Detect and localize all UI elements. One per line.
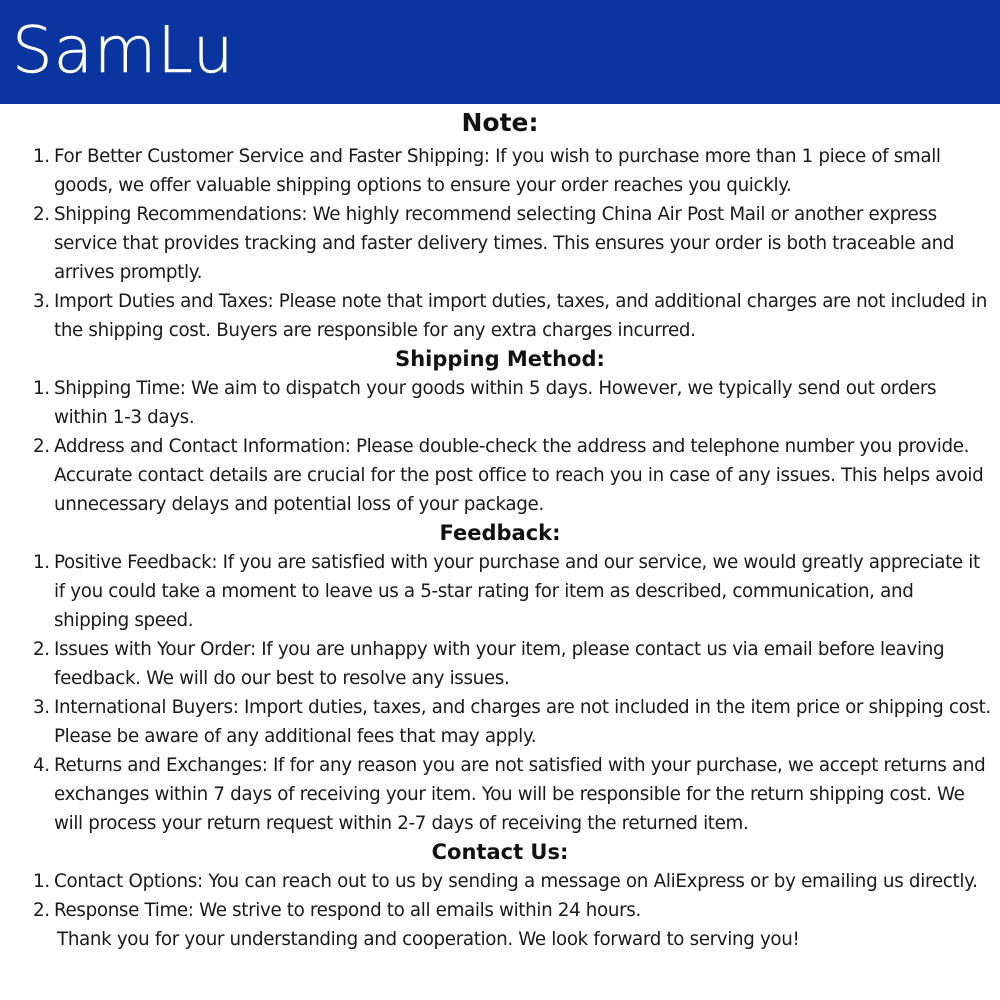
list-item — [0, 635, 1000, 693]
item-text: Import Duties and Taxes: Please note that import duties, taxes, and additional charges are not included in the shipping cost. Buyers are responsible for any extra charges incurred. — [54, 291, 987, 341]
list-item — [0, 548, 1000, 635]
item-text: Issues with Your Order: If you are unhappy with your item, please contact us via email before leaving feedback. We will do our best to resolve any issues. — [54, 639, 945, 689]
item-number: 4. — [33, 755, 50, 776]
list-item — [0, 751, 1000, 838]
brand-header — [0, 0, 1000, 104]
list-item — [0, 200, 1000, 287]
policy-content — [0, 104, 1000, 954]
list-item — [0, 142, 1000, 200]
shipping-list — [0, 374, 1000, 519]
item-text: Shipping Time: We aim to dispatch your goods within 5 days. However, we typically send out orders within 1-3 days. — [54, 378, 937, 428]
item-number: 2. — [33, 900, 50, 921]
list-item — [0, 432, 1000, 519]
item-number: 1. — [33, 378, 50, 399]
item-text: Response Time: We strive to respond to all emails within 24 hours. — [54, 900, 641, 921]
section-title-feedback: Feedback: — [439, 521, 561, 545]
brand-logo: SamLu — [12, 14, 235, 88]
contact-list — [0, 867, 1000, 925]
item-number: 2. — [33, 639, 50, 660]
item-number: 3. — [33, 697, 50, 718]
item-number: 2. — [33, 204, 50, 225]
item-number: 1. — [33, 552, 50, 573]
section-title-shipping: Shipping Method: — [395, 347, 605, 371]
closing-message: Thank you for your understanding and cooperation. We look forward to serving you! — [57, 929, 800, 950]
note-list — [0, 142, 1000, 345]
list-item — [0, 287, 1000, 345]
item-number: 1. — [33, 871, 50, 892]
item-text: Shipping Recommendations: We highly recommend selecting China Air Post Mail or another express service that provides tracking and faster delivery times. This ensures your order is both traceable and arrives promptly. — [54, 204, 955, 283]
list-item — [0, 374, 1000, 432]
item-text: For Better Customer Service and Faster Shipping: If you wish to purchase more than 1 piece of small goods, we offer valuable shipping options to ensure your order reaches you quickly. — [54, 146, 941, 196]
list-item — [0, 896, 1000, 925]
item-text: International Buyers: Import duties, taxes, and charges are not included in the item price or shipping cost. Please be aware of any additional fees that may apply. — [54, 697, 991, 747]
item-text: Contact Options: You can reach out to us by sending a message on AliExpress or by emailing us directly. — [54, 871, 978, 892]
section-title-contact: Contact Us: — [431, 840, 569, 864]
item-number: 2. — [33, 436, 50, 457]
item-text: Positive Feedback: If you are satisfied with your purchase and our service, we would greatly appreciate it if you could take a moment to leave us a 5-star rating for item as described, communication, and shipping speed. — [54, 552, 980, 631]
feedback-list — [0, 548, 1000, 838]
item-number: 3. — [33, 291, 50, 312]
list-item — [0, 867, 1000, 896]
section-title-note: Note: — [461, 108, 539, 137]
item-number: 1. — [33, 146, 50, 167]
item-text: Address and Contact Information: Please double-check the address and telephone number you provide. Accurate contact details are crucial for the post office to reach you in case of any issues. This helps avoid unnecessary delays and potential loss of your package. — [54, 436, 984, 515]
item-text: Returns and Exchanges: If for any reason you are not satisfied with your purchase, we accept returns and exchanges within 7 days of receiving your item. You will be responsible for the return shipping cost. We will process your return request within 2-7 days of receiving the returned item. — [54, 755, 986, 834]
list-item — [0, 693, 1000, 751]
